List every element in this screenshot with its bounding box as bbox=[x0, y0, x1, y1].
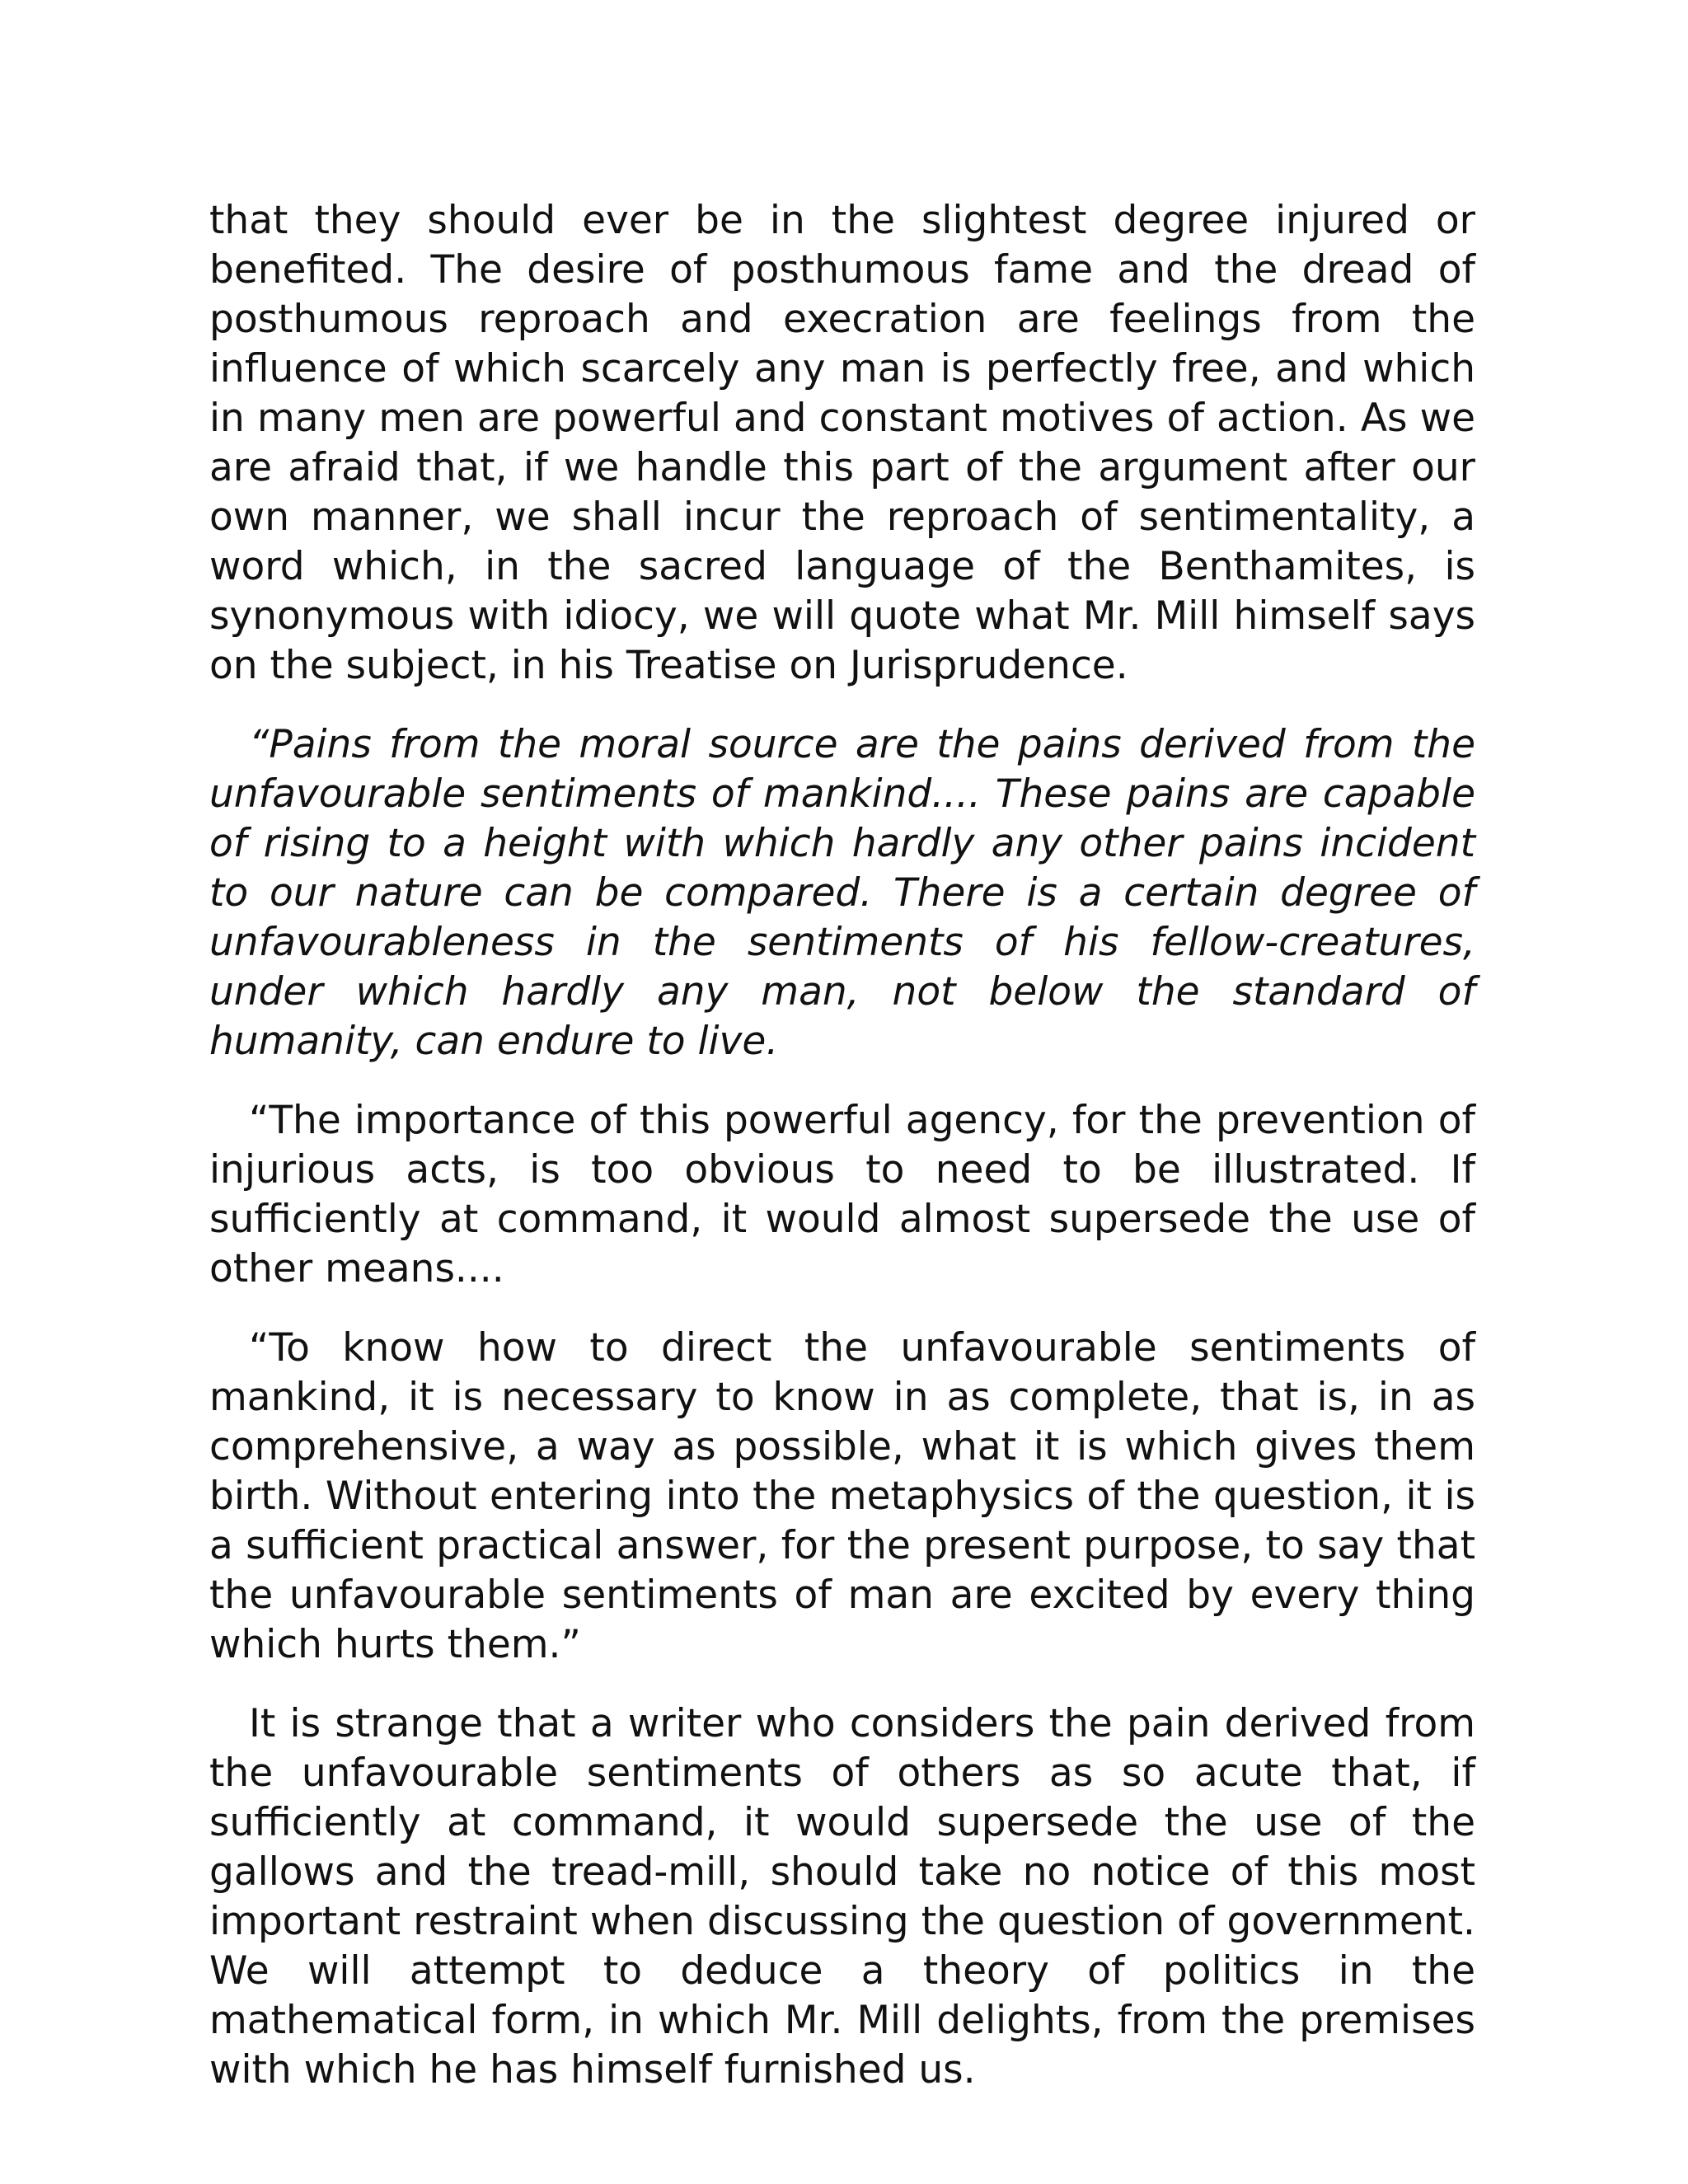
quote-paragraph: “To know how to direct the unfavourable sentiments of mankind, it is necessary to know in as complete, that is, in as comprehensive, a way as possible, what it is which gives them birth. Without entering into the metaphysics of the question, it is a sufficient practical answer, for the present purpose, to say that the unfavourable sentiments of man are excited by every thing which hurts them.” bbox=[209, 1325, 1475, 1667]
body-paragraph: It is strange that a writer who considers the pain derived from the unfavourable sentiments of others as so acute that, if sufficiently at command, it would supersede the use of the gallows and the tread-mill, should take no notice of this most important restraint when discussing the question of government. We will attempt to deduce a theory of politics in the mathematical form, in which Mr. Mill delights, from the premises with which he has himself furnished us. bbox=[209, 1701, 1475, 2093]
document-page bbox=[209, 196, 1475, 2125]
quote-paragraph: “The importance of this powerful agency, for the prevention of injurious acts, is too obvious to need to be illustrated. If sufficiently at command, it would almost supersede the use of other means.... bbox=[209, 1098, 1475, 1291]
paragraph-continuation: that they should ever be in the slightest degree injured or benefited. The desire of posthumous fame and the dread of posthumous reproach and execration are feelings from the influence of which scarcely any man is perfectly free, and which in many men are powerful and constant motives of action. As we are afraid that, if we handle this part of the argument after our own manner, we shall incur the reproach of sentimentality, a word which, in the sacred language of the Benthamites, is synonymous with idiocy, we will quote what Mr. Mill himself says on the subject, in his Treatise on Jurisprudence. bbox=[209, 198, 1475, 688]
quote-paragraph-italic: “Pains from the moral source are the pains derived from the unfavourable sentiments of mankind.... These pains are capable of rising to a height with which hardly any other pains incident to our nature can be compared. There is a certain degree of unfavourableness in the sentiments of his fellow-creatures, under which hardly any man, not below the standard of humanity, can endure to live. bbox=[209, 722, 1475, 1064]
